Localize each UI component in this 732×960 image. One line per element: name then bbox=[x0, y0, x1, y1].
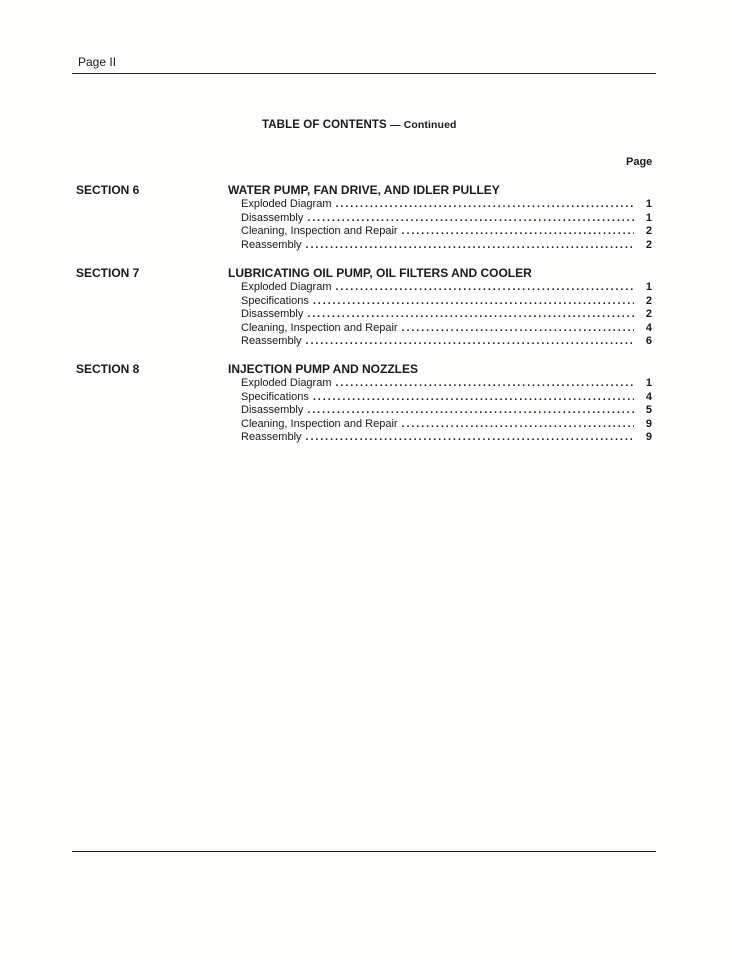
section-title: WATER PUMP, FAN DRIVE, AND IDLER PULLEY bbox=[228, 183, 500, 197]
toc-entry bbox=[241, 308, 652, 322]
entry-page-number: 1 bbox=[645, 198, 652, 210]
toc-entry bbox=[241, 239, 652, 253]
toc-entry bbox=[241, 322, 652, 336]
entry-page-number: 2 bbox=[645, 308, 652, 321]
toc-entry bbox=[241, 295, 652, 309]
page-column-label: Page bbox=[626, 156, 653, 168]
toc-entry bbox=[241, 431, 652, 445]
section-entries bbox=[241, 281, 652, 349]
section-label: SECTION 7 bbox=[76, 266, 140, 280]
entry-label: Exploded Diagram bbox=[241, 377, 332, 389]
toc-heading bbox=[262, 119, 457, 131]
toc-entry bbox=[241, 335, 652, 349]
entry-page-number: 1 bbox=[645, 281, 652, 293]
dot-leader bbox=[336, 281, 635, 295]
entry-page-number: 9 bbox=[645, 431, 652, 444]
dot-leader bbox=[306, 335, 634, 349]
entry-page-number: 4 bbox=[645, 321, 652, 334]
page-number-label: Page II bbox=[78, 55, 117, 69]
dot-leader bbox=[306, 431, 634, 445]
section-entries bbox=[241, 198, 652, 252]
toc-entry bbox=[241, 377, 652, 391]
dot-leader bbox=[336, 377, 635, 391]
entry-label: Disassembly bbox=[241, 404, 304, 417]
dot-leader bbox=[307, 212, 634, 226]
toc-entry bbox=[241, 198, 652, 212]
entry-label: Reassembly bbox=[241, 431, 302, 444]
entry-label: Reassembly bbox=[241, 335, 302, 348]
entry-label: Reassembly bbox=[241, 238, 302, 251]
entry-label: Disassembly bbox=[241, 211, 304, 224]
dot-leader bbox=[307, 404, 634, 418]
entry-page-number: 4 bbox=[645, 390, 652, 403]
toc-entry bbox=[241, 418, 652, 432]
section-label: SECTION 6 bbox=[76, 183, 140, 197]
toc-entry bbox=[241, 212, 652, 226]
entry-label: Cleaning, Inspection and Repair bbox=[241, 417, 398, 430]
toc-entry bbox=[241, 225, 652, 239]
dot-leader bbox=[306, 239, 634, 253]
footer-rule bbox=[72, 851, 656, 852]
entry-page-number: 5 bbox=[645, 404, 652, 417]
entry-label: Exploded Diagram bbox=[241, 281, 332, 293]
section-title: LUBRICATING OIL PUMP, OIL FILTERS AND COOLER bbox=[228, 266, 532, 280]
toc-entry bbox=[241, 391, 652, 405]
section-label: SECTION 8 bbox=[76, 362, 140, 376]
entry-label: Specifications bbox=[241, 294, 309, 307]
dot-leader bbox=[313, 295, 634, 309]
entry-label: Cleaning, Inspection and Repair bbox=[241, 225, 398, 238]
entry-label: Disassembly bbox=[241, 308, 304, 321]
entry-page-number: 2 bbox=[645, 238, 652, 251]
dot-leader bbox=[402, 418, 634, 432]
toc-entry bbox=[241, 281, 652, 295]
dot-leader bbox=[402, 225, 634, 239]
entry-label: Cleaning, Inspection and Repair bbox=[241, 321, 398, 334]
section-entries bbox=[241, 377, 652, 445]
entry-label: Exploded Diagram bbox=[241, 198, 332, 210]
toc-title-suffix: — Continued bbox=[390, 119, 457, 131]
dot-leader bbox=[307, 308, 634, 322]
section-title: INJECTION PUMP AND NOZZLES bbox=[228, 362, 419, 376]
entry-page-number: 1 bbox=[645, 377, 652, 389]
entry-page-number: 9 bbox=[645, 417, 652, 430]
entry-page-number: 2 bbox=[645, 294, 652, 307]
toc-title: TABLE OF CONTENTS bbox=[262, 119, 387, 131]
entry-page-number: 1 bbox=[645, 211, 652, 224]
toc-entry bbox=[241, 404, 652, 418]
entry-label: Specifications bbox=[241, 390, 309, 403]
entry-page-number: 6 bbox=[645, 335, 652, 348]
entry-page-number: 2 bbox=[645, 225, 652, 238]
dot-leader bbox=[336, 198, 635, 212]
dot-leader bbox=[313, 391, 634, 405]
dot-leader bbox=[402, 322, 634, 336]
header-rule bbox=[72, 73, 656, 74]
